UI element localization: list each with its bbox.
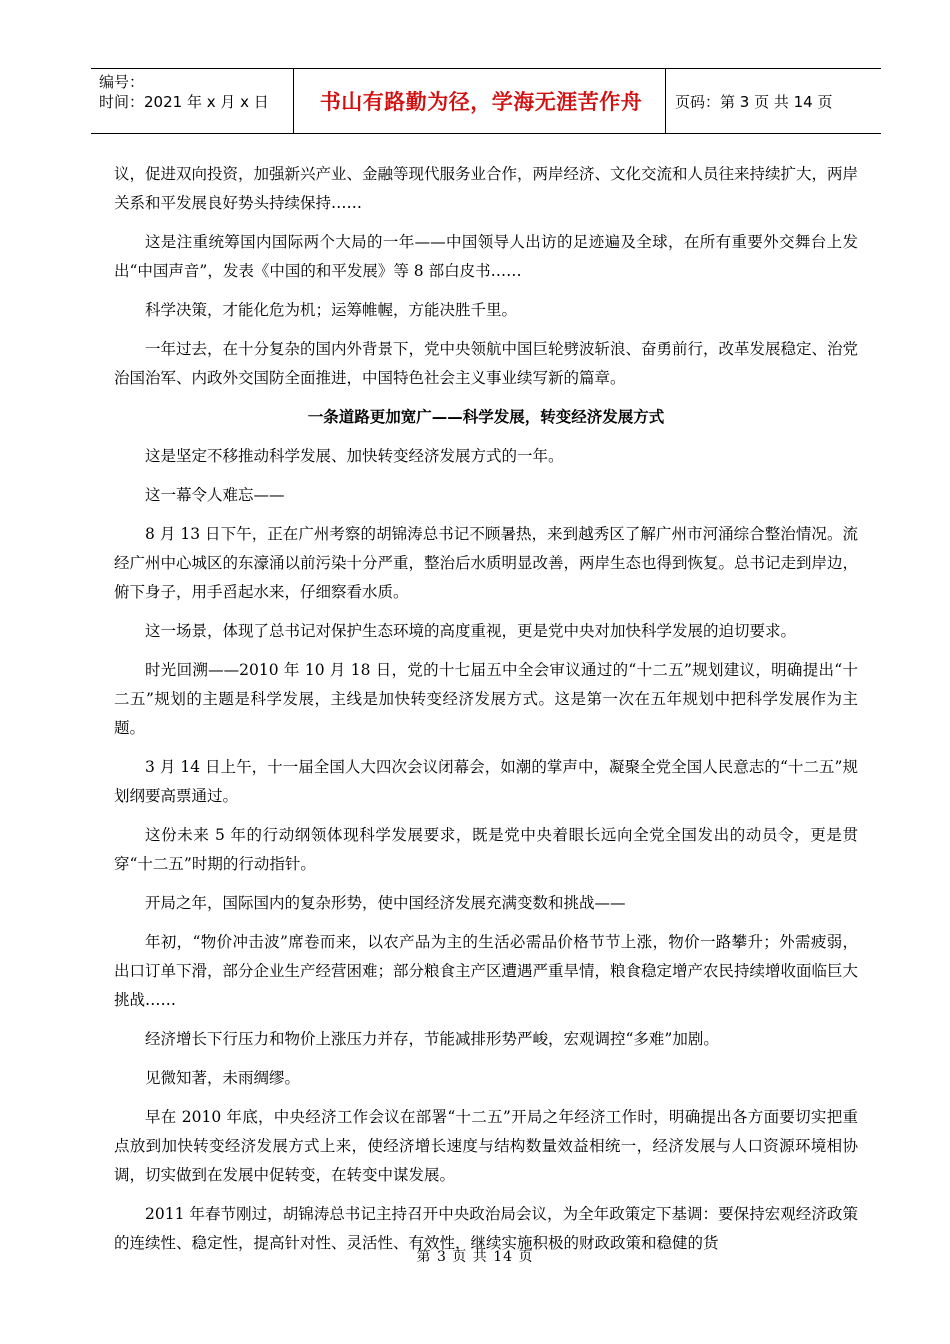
- document-time-label: 时间：2021 年 x 月 x 日: [99, 93, 269, 111]
- body-paragraph: 见微知著，未雨绸缪。: [145, 1069, 301, 1087]
- body-paragraph: 科学决策，才能化危为机；运筹帷幄，方能决胜千里。: [145, 301, 518, 319]
- body-paragraph: 3 月 14 日上午，十一届全国人大四次会议闭幕会，如潮的掌声中，凝聚全党全国人民意志的“十二五”规划纲要高票通过。: [114, 758, 858, 805]
- body-paragraph: 这一场景，体现了总书记对保护生态环境的高度重视，更是党中央对加快科学发展的迫切要求。: [145, 622, 797, 640]
- body-paragraph: 时光回溯——2010 年 10 月 18 日，党的十七届五中全会审议通过的“十二五”规划建议，明确提出“十二五”规划的主题是科学发展，主线是加快转变经济发展方式。这是第一次在五年规划中把科学发展作为主题。: [114, 661, 858, 737]
- body-paragraph: 这是坚定不移推动科学发展、加快转变经济发展方式的一年。: [145, 447, 564, 465]
- body-paragraph: 开局之年，国际国内的复杂形势，使中国经济发展充满变数和挑战——: [145, 894, 626, 912]
- body-paragraph: 经济增长下行压力和物价上涨压力并存，节能减排形势严峻，宏观调控“多难”加剧。: [145, 1030, 719, 1048]
- header-divider-right: [665, 69, 666, 133]
- page-footer: 第 3 页 共 14 页: [416, 1249, 534, 1265]
- body-paragraph: 年初，“物价冲击波”席卷而来，以农产品为主的生活必需品价格节节上涨，物价一路攀升；外需疲弱，出口订单下滑，部分企业生产经营困难；部分粮食主产区遭遇严重旱情，粮食稳定增产农民持续增收面临巨大挑战……: [114, 933, 859, 1009]
- body-paragraph: 这份未来 5 年的行动纲领体现科学发展要求，既是党中央着眼长远向全党全国发出的动员令，更是贯穿“十二五”时期的行动指针。: [114, 826, 858, 873]
- body-paragraph: 一年过去，在十分复杂的国内外背景下，党中央领航中国巨轮劈波斩浪、奋勇前行，改革发展稳定、治党治国治军、内政外交国防全面推进，中国特色社会主义事业续写新的篇章。: [114, 340, 859, 387]
- page-header: [91, 68, 881, 134]
- body-paragraph: 这是注重统筹国内国际两个大局的一年——中国领导人出访的足迹遍及全球，在所有重要外交舞台上发出“中国声音”，发表《中国的和平发展》等 8 部白皮书……: [114, 233, 858, 280]
- header-page-info: 页码：第 3 页 共 14 页: [675, 92, 833, 111]
- body-paragraph: 早在 2010 年底，中央经济工作会议在部署“十二五”开局之年经济工作时，明确提出各方面要切实把重点放到加快转变经济发展方式上来，使经济增长速度与结构数量效益相统一，经济发展与人口资源环境相协调，切实做到在发展中促转变，在转变中谋发展。: [114, 1108, 858, 1184]
- body-paragraph: 8 月 13 日下午，正在广州考察的胡锦涛总书记不顾暑热，来到越秀区了解广州市河涌综合整治情况。流经广州中心城区的东濠涌以前污染十分严重，整治后水质明显改善，两岸生态也得到恢复。总书记走到岸边，俯下身子，用手舀起水来，仔细察看水质。: [114, 525, 859, 601]
- header-motto: 书山有路勤为径，学海无涯苦作舟: [319, 90, 643, 114]
- body-paragraph: 这一幕令人难忘——: [145, 486, 285, 504]
- body-paragraph: 议，促进双向投资，加强新兴产业、金融等现代服务业合作，两岸经济、文化交流和人员往来持续扩大，两岸关系和平发展良好势头持续保持……: [114, 165, 859, 212]
- header-divider-left: [293, 69, 294, 133]
- document-body: [114, 160, 858, 1268]
- document-number-label: 编号：: [99, 73, 145, 91]
- body-paragraph: 2011 年春节刚过，胡锦涛总书记主持召开中央政治局会议，为全年政策定下基调：要保持宏观经济政策的连续性、稳定性，提高针对性、灵活性、有效性，继续实施积极的财政政策和稳健的货: [114, 1205, 858, 1252]
- section-heading: 一条道路更加宽广——科学发展，转变经济发展方式: [307, 408, 665, 426]
